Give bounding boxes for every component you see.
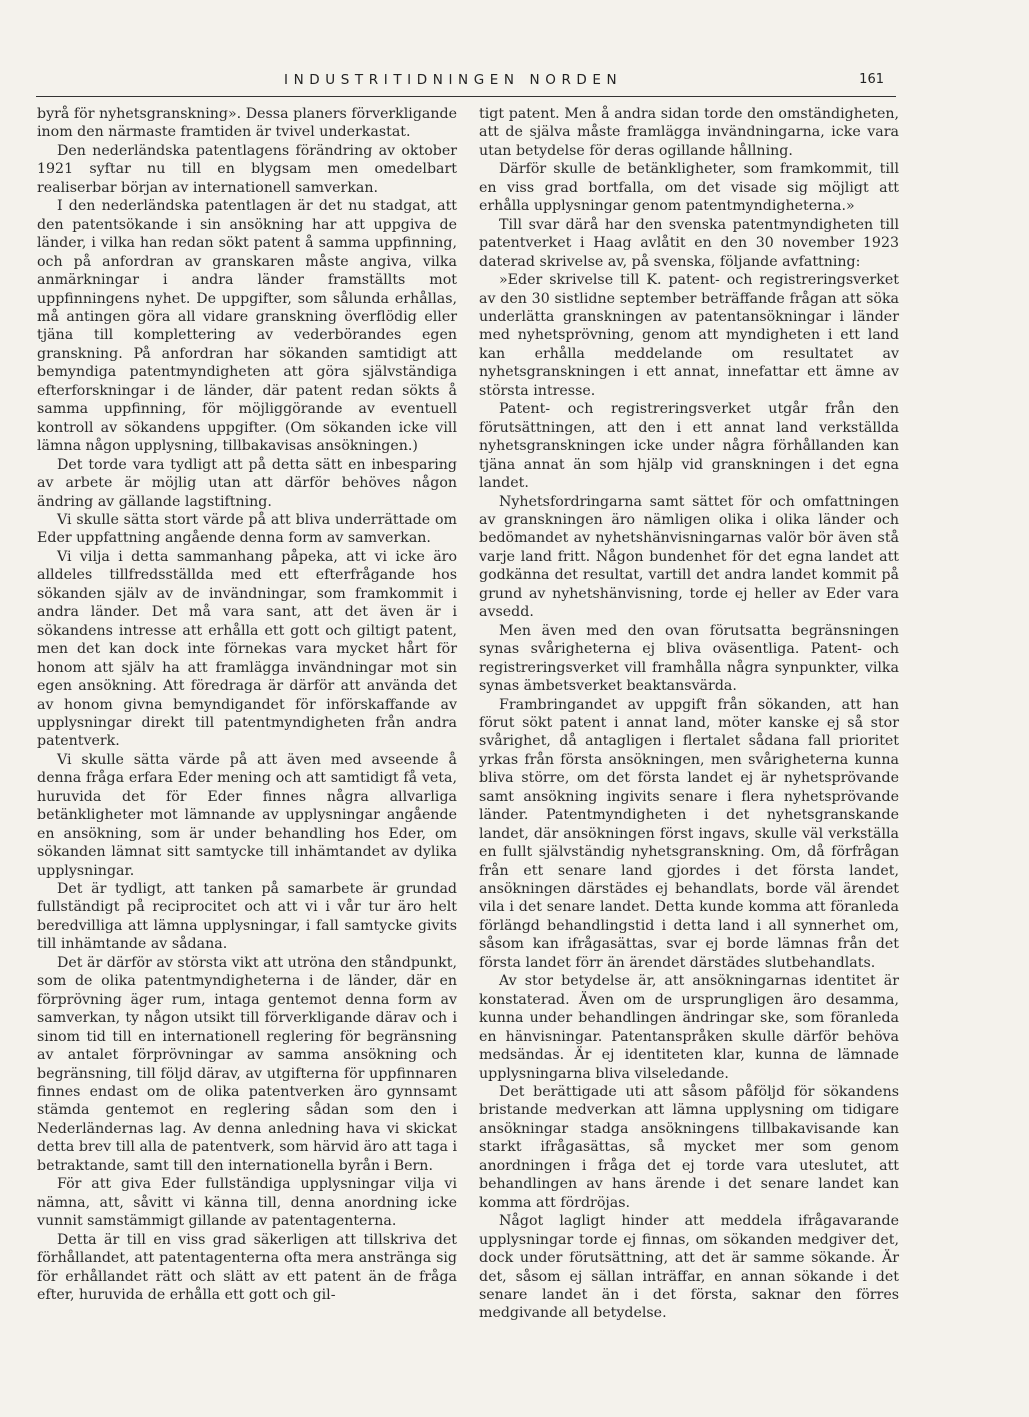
paragraph: byrå för nyhetsgranskning». Dessa planers förverkligande inom den närmaste framtiden är tvivel underkastat. (37, 106, 457, 141)
left-column (37, 105, 457, 1304)
paragraph: tigt patent. Men å andra sidan torde den omständigheten, att de själva måste framlägga invändningarna, icke vara utan betydelse för deras ogillande hållning. (479, 106, 899, 159)
paragraph: Något lagligt hinder att meddela ifrågavarande upplysningar torde ej finnas, om sökanden medgiver det, dock under förutsättning, att det är samme sökande. Är det, såsom ej sällan inträffar, en annan sökande i det senare landet än i det första, saknar den förres medgivande all betydelse. (479, 1213, 899, 1322)
paragraph: Frambringandet av uppgift från sökanden, att han förut sökt patent i annat land, möter kanske ej så stor svårighet, då antagligen i flertalet sådana fall prioritet yrkas från första ansökningen, men svårigheterna kunna bliva större, om det första landet ej är nyhetsprövande samt ansökning ingivits senare i flera nyhetsprövande länder. Patentmyndigheten i det nyhetsgranskande landet, där ansökningen först ingavs, skulle väl verkställa en fullt självständig nyhetsgranskning. Om, då förfrågan från ett senare land gjordes i det första landet, ansökningen därstädes ej behandlats, borde väl ärendet vila i det senare landet. Detta kunde komma att föranleda förlängd behandlingstid i detta land i all synnerhet om, såsom kan ifrågasättas, svar ej borde lämnas från det första landet förr än ärendet därstädes slutbehandlats. (479, 696, 899, 971)
page-header (36, 72, 896, 97)
paragraph: I den nederländska patentlagen är det nu stadgat, att den patentsökande i sin ansökning har att uppgiva de länder, i vilka han redan sökt patent å samma uppfinning, och på anfordran av granskaren måste angiva, vilka anmärkningar i andra länder framställts mot uppfinningens nyhet. De uppgifter, som sålunda erhållas, må antingen göra all vidare granskning överflödig eller tjäna till komplettering av vederbörandes egen granskning. På anfordran har sökanden samtidigt att bemyndiga patentmyndigheten att göra självständiga efterforskningar i de länder, där patent redan sökts å samma uppfinning, för möjliggörande av eventuell kontroll av sökandens uppgifter. (Om sökanden icke vill lämna någon upplysning, tillbakavisas ansökningen.) (37, 198, 457, 455)
paragraph: Vi skulle sätta stort värde på att bliva underrättade om Eder uppfattning angående denna form av samverkan. (37, 511, 457, 547)
paragraph: Vi skulle sätta värde på att även med avseende å denna fråga erfara Eder mening och att samtidigt få veta, huruvida det för Eder finnes några allvarliga betänkligheter mot lämnande av upplysningar angående en ansökning, som är under behandling hos Eder, om sökanden lämnat sitt samtycke till inhämtandet av dylika upplysningar. (37, 751, 457, 879)
paragraph: Detta är till en viss grad säkerligen att tillskriva det förhållandet, att patentagenterna ofta mera anstränga sig för erhållandet rätt och slätt av ett patent än de fråga efter, huruvida de erhålla ett gott och gil- (37, 1231, 457, 1303)
paragraph: Nyhetsfordringarna samt sättet för och omfattningen av granskningen äro nämligen olika i olika länder och bedömandet av nyhetshänvisningarnas valör bör även stå varje land fritt. Någon bundenhet för det egna landet att godkänna det resultat, vartill det andra landet kommit på grund av nyhetshänvisning, torde ej heller av Eder vara avsedd. (479, 493, 899, 621)
paragraph: Därför skulle de betänkligheter, som framkommit, till en viss grad bortfalla, om det visade sig möjligt att erhålla upplysningar genom patentmyndigheterna.» (479, 161, 899, 215)
paragraph: Vi vilja i detta sammanhang påpeka, att vi icke äro alldeles tillfredsställda med ett efterfrågande hos sökanden själv av de invändningar, som framkommit i andra länder. Det må vara sant, att det även är i sökandens intresse att erhålla ett gott och giltigt patent, men det kan dock inte förnekas vara mycket hårt för honom att själv ha att framlägga invändningar mot sin egen ansökning. Att föredraga är därför att använda det av honom givna bemyndigandet för införskaffande av upplysningar direkt till patentmyndigheten från andra patentverk. (37, 548, 457, 750)
paragraph: Av stor betydelse är, att ansökningarnas identitet är konstaterad. Även om de ursprungligen äro desamma, kunna under behandlingen ändringar ske, som föranleda en hänvisningar. Patentanspråken skulle därför behöva medsändas. Är ej identiteten klar, kunna de lämnade upplysningarna bliva vilseledande. (479, 973, 899, 1082)
paragraph: Men även med den ovan förutsatta begränsningen synas svårigheterna ej bliva oväsentliga. Patent- och registreringsverket vill framhålla några synpunkter, vilka synas ämbetsverket beaktansvärda. (479, 622, 899, 695)
running-head: INDUSTRITIDNINGEN NORDEN (284, 72, 623, 88)
paragraph: Det är därför av största vikt att utröna den ståndpunkt, som de olika patentmyndigheterna i de länder, där en förprövning äger rum, intaga gentemot denna form av samverkan, ty någon utsikt till förverkligande därav och i sinom tid till en internationell reglering för begränsning av antalet förprövningar av samma ansökning och begränsning, till följd därav, av utgifterna för uppfinnaren finnes endast om de olika patentverken äro gynnsamt stämda gentemot en reglering sådan som den i Nederländernas lag. Av denna anledning hava vi skickat detta brev till alla de patentverk, som härvid äro att taga i betraktande, samt till den internationella byrån i Bern. (37, 954, 457, 1174)
page-number: 161 (859, 72, 884, 87)
paragraph: Det berättigade uti att såsom påföljd för sökandens bristande medverkan att lämna upplysning om tidigare ansökningar stadga ansökningens tillbakavisande kan starkt ifrågasättas, så mycket mer som genom anordningen i fråga det ej torde vara uteslutet, att behandlingen av hans ärende i det senare landet kan komma att fördröjas. (479, 1084, 899, 1211)
paragraph: Patent- och registreringsverket utgår från den förutsättningen, att den i ett annat land verkställda nyhetsgranskningen icke under några förhållanden kan tjäna annat än som hjälp vid granskningen i det egna landet. (479, 401, 899, 492)
paragraph: »Eder skrivelse till K. patent- och registreringsverket av den 30 sistlidne september beträffande frågan att söka underlätta granskningen av patentansökningar i länder med nyhetsprövning, genom att myndigheten i ett land kan erhålla meddelande om resultatet av nyhetsgranskningen i ett annat, innefattar ett ämne av största intresse. (479, 272, 899, 399)
paragraph: Till svar därå har den svenska patentmyndigheten till patentverket i Haag avlåtit en den 30 november 1923 daterad skrivelse av, på svenska, följande avfattning: (479, 216, 899, 270)
paragraph: För att giva Eder fullständiga upplysningar vilja vi nämna, att, såvitt vi känna till, denna anordning icke vunnit samstämmigt gillande av patentagenterna. (37, 1176, 457, 1230)
paragraph: Det torde vara tydligt att på detta sätt en inbesparing av arbete är möjlig utan att därför behöves någon ändring av gällande lagstiftning. (37, 456, 457, 510)
paragraph: Det är tydligt, att tanken på samarbete är grundad fullständigt på reciprocitet och att vi i vår tur äro helt beredvilliga att lämna upplysningar, i fall samtycke givits till inhämtande av sådana. (37, 881, 457, 953)
paragraph: Den nederländska patentlagens förändring av oktober 1921 syftar nu till en blygsam men omedelbart realiserbar början av internationell samverkan. (37, 142, 457, 196)
right-column (479, 105, 899, 1323)
